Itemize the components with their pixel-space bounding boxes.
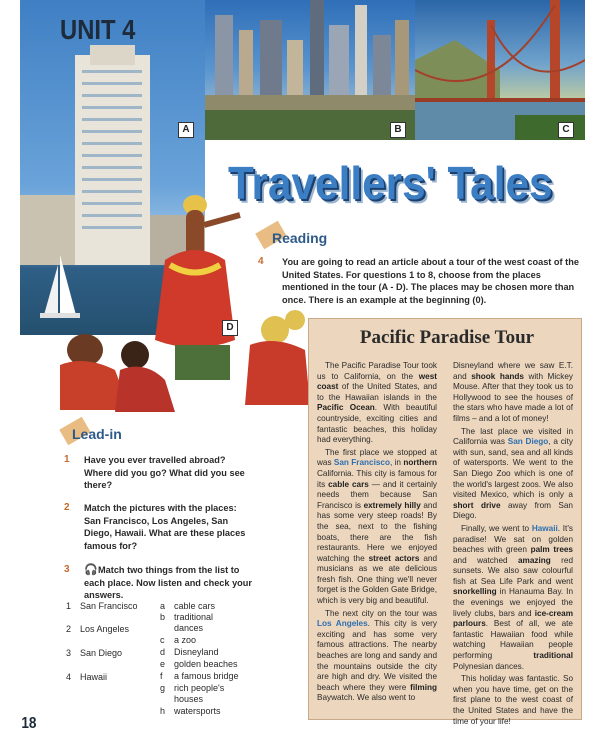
photo-c-bridge xyxy=(415,0,585,140)
place-number: 4 xyxy=(66,672,72,682)
article-column-right: Disneyland where we saw E.T. and shook hands with Mickey Mouse. After that they took us to Hollywood to see the houses of the stars who have made a lot of films – and a lot of money! The last place we visited in California was San Diego, a city with sun, sand, sea and all kinds of watersports. We went to the San Diego Zoo which is one of the world's largest zoos. We also visited Mexico, which is only a short drive away from San Diego. Finally, we went to Hawaii. It's paradise! We sat on golden beaches with green palm trees and watched amazing red sunsets. We also saw colourful fish at Sea Life Park and went snorkelling in Hanauma Bay. In the evenings we enjoyed the lively clubs, bars and ice-cream parlours. Best of all, we ate fantastic Hawaiian food while watching Hawaiian people performing traditional Polynesian dances. This holiday was fantastic. So when you have time, get on the first plane to the west coast of the United States and have the time of your life! xyxy=(453,361,574,726)
photo-b-skyline xyxy=(205,0,415,140)
headphones-icon: 🎧 xyxy=(84,563,98,576)
article-panel xyxy=(308,318,582,726)
skyline-illustration xyxy=(205,0,415,140)
leadin-task-number: 3 xyxy=(64,564,70,575)
page-number: 18 xyxy=(21,715,37,732)
option-letter: c xyxy=(160,635,165,645)
option-text: rich people's houses xyxy=(174,683,225,704)
option-letter: e xyxy=(160,659,166,669)
leadin-task-text: Have you ever travelled abroad? Where did you go? What did you see there? xyxy=(84,455,245,491)
unit-label: UNIT 4 xyxy=(60,14,136,45)
place-name: Los Angeles xyxy=(80,624,130,634)
photo-d-dancers xyxy=(60,180,310,420)
article-column-left: The Pacific Paradise Tour took us to California, on the west coast of the United States, and to the Hawaiian islands in the Pacific Ocean. With beautiful countryside, exciting cities and fantastic beaches, this holiday had everything. The first place we stopped at was San Francisco, in northern California. This city is famous for its cable cars — and it certainly needs them because San Francisco is extremely hilly and has some very steep roads! By the sea, next to the fishing boats, there are the fish restaurants. Here we enjoyed watching the street actors and musicians as we ate delicious fresh fish. One thing we'll never forget is the Golden Gate Bridge, which is very big and beautiful. The next city on the tour was Los Angeles. This city is very exciting and has some very famous attractions. The nearby beaches are long and sandy and the mountains outside the city are high and dry. We visited the beach where they were filming Baywatch. We also went to xyxy=(317,361,438,703)
photo-label-c: C xyxy=(558,122,574,138)
photo-label-b: B xyxy=(390,122,406,138)
reading-task-number: 4 xyxy=(258,256,264,267)
option-text: Disneyland xyxy=(174,647,219,657)
place-name: San Francisco xyxy=(80,601,138,611)
option-text: a famous bridge xyxy=(174,671,239,681)
option-letter: d xyxy=(160,647,166,657)
dancers-illustration xyxy=(60,180,310,420)
option-letter: b xyxy=(160,612,166,622)
leadin-task-number: 1 xyxy=(64,454,70,465)
leadin-task-number: 2 xyxy=(64,502,70,513)
place-number: 2 xyxy=(66,624,72,634)
photo-label-d: D xyxy=(222,320,238,336)
photo-label-a: A xyxy=(178,122,194,138)
leadin-heading: Lead-in xyxy=(72,426,122,442)
place-name: San Diego xyxy=(80,648,123,658)
reading-instructions: You are going to read an article about a tour of the west coast of the United States. For questions 1 to 8, choose from the places mentioned in the tour (A - D). The places may be chosen more than once. There is an example at the beginning (0). xyxy=(282,257,579,305)
option-text: a zoo xyxy=(174,635,197,645)
place-name: Hawaii xyxy=(80,672,108,682)
option-text: cable cars xyxy=(174,601,216,611)
option-text: watersports xyxy=(174,706,221,716)
option-letter: g xyxy=(160,683,166,693)
option-letter: a xyxy=(160,601,166,611)
article-title: Pacific Paradise Tour xyxy=(359,327,535,348)
leadin-task-text: Match the pictures with the places: San Francisco, Los Angeles, San Diego, Hawaii. What are these places famous for? xyxy=(84,503,246,551)
option-text: traditional dances xyxy=(174,612,214,633)
page-title: Travellers' Tales xyxy=(228,157,553,209)
place-number: 1 xyxy=(66,601,72,611)
bridge-illustration xyxy=(415,0,585,140)
place-number: 3 xyxy=(66,648,72,658)
leadin-task-text: Match two things from the list to each place. Now listen and check your answers. xyxy=(84,565,252,601)
reading-heading: Reading xyxy=(272,230,328,246)
option-letter: h xyxy=(160,706,166,716)
option-letter: f xyxy=(160,671,163,681)
option-text: golden beaches xyxy=(174,659,238,669)
